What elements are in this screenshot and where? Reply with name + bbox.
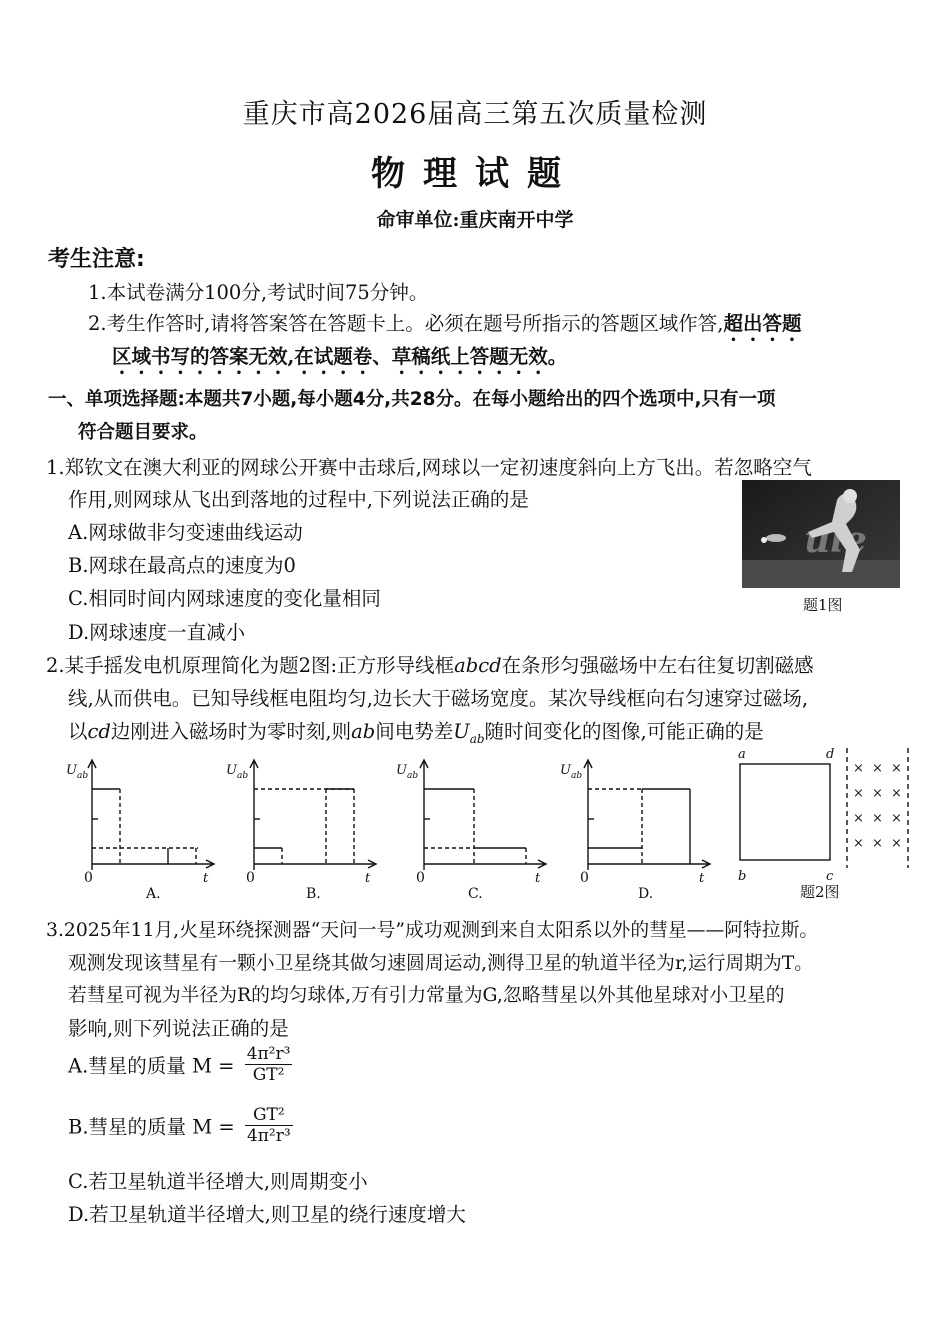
field-cross: × xyxy=(853,786,864,801)
q3-option-b-fraction xyxy=(245,1105,293,1146)
q3-option-a-label: A.彗星的质量 M = xyxy=(68,1054,235,1078)
field-cross: × xyxy=(872,786,883,801)
q1-stem-cont: 作用,则网球从飞出到落地的过程中,下列说法正确的是 xyxy=(68,488,529,511)
field-cross: × xyxy=(872,761,883,776)
q3-stem-cont-3: 影响,则下列说法正确的是 xyxy=(68,1017,289,1040)
q2-graph-b-xlabel: t xyxy=(365,871,371,886)
q2-text-a: 以 xyxy=(68,720,88,743)
q2-stem-text-2: 在条形匀强磁场中左右往复切割磁感 xyxy=(501,654,814,677)
q2-corner-c: c xyxy=(826,869,834,884)
q1-option-d: D.网球速度一直减小 xyxy=(68,621,246,644)
q2-stem-text-1: 2.某手摇发电机原理简化为题2图:正方形导线框 xyxy=(46,654,455,677)
q2-text-d: 随时间变化的图像,可能正确的是 xyxy=(484,720,764,743)
q3-option-b xyxy=(68,1105,293,1146)
q1-option-c: C.相同时间内网球速度的变化量相同 xyxy=(68,587,381,610)
q2-graph-a-ylabel: $U_{ab}$ xyxy=(66,763,89,781)
q2-graph-a-label: A. xyxy=(146,886,161,902)
q2-magnetic-field xyxy=(853,761,902,851)
subject-title: 物理试题 xyxy=(371,154,579,194)
q1-tennis-photo xyxy=(742,480,900,588)
q2-graph-d-xlabel: t xyxy=(699,871,705,886)
q3-option-d: D.若卫星轨道半径增大,则卫星的绕行速度增大 xyxy=(68,1203,466,1226)
q3-option-b-numerator: GT² xyxy=(245,1105,293,1126)
q3-option-a xyxy=(68,1044,292,1085)
exam-title: 重庆市高2026届高三第五次质量检测 xyxy=(242,99,708,130)
field-cross: × xyxy=(891,811,902,826)
q3-option-b-denominator: 4π²r³ xyxy=(246,1126,291,1146)
q1-stem: 1.郑钦文在澳大利亚的网球公开赛中击球后,网球以一定初速度斜向上方飞出。若忽略空气 xyxy=(46,456,812,479)
q2-graph-c-ylabel: $U_{ab}$ xyxy=(396,763,419,781)
q2-var-ab: ab xyxy=(351,720,376,743)
exam-unit: 命审单位:重庆南开中学 xyxy=(376,209,574,231)
q3-option-b-label: B.彗星的质量 M = xyxy=(68,1115,235,1139)
q1-figure-caption: 题1图 xyxy=(803,596,843,614)
q3-stem-cont-2: 若彗星可视为半径为R的均匀球体,万有引力常量为G,忽略彗星以外其他星球对小卫星的 xyxy=(68,985,785,1006)
field-cross: × xyxy=(853,811,864,826)
q2-graph-b xyxy=(250,760,376,870)
section-1-heading-cont: 符合题目要求。 xyxy=(78,422,208,443)
q2-corner-a: a xyxy=(738,747,746,762)
notice-item-2-emphasis: 超出答题 xyxy=(723,312,802,335)
q1-option-b: B.网球在最高点的速度为0 xyxy=(68,554,296,577)
field-cross: × xyxy=(891,786,902,801)
notice-heading: 考生注意: xyxy=(48,247,145,272)
q2-graph-b-origin: 0 xyxy=(246,870,255,886)
q2-graph-d xyxy=(584,760,710,870)
q2-graph-c-xlabel: t xyxy=(535,871,541,886)
section-1-heading: 一、单项选择题:本题共7小题,每小题4分,共28分。在每小题给出的四个选项中,只有一项 xyxy=(48,389,776,410)
q3-option-a-fraction xyxy=(245,1044,293,1085)
q2-figure xyxy=(50,742,920,912)
q3-option-c: C.若卫星轨道半径增大,则周期变小 xyxy=(68,1170,368,1193)
q2-text-c: 间电势差 xyxy=(375,720,454,743)
q2-stem xyxy=(46,650,814,678)
q2-graph-d-origin: 0 xyxy=(580,870,589,886)
q2-graph-b-ylabel: $U_{ab}$ xyxy=(226,763,249,781)
q3-option-a-numerator: 4π²r³ xyxy=(246,1044,291,1064)
field-cross: × xyxy=(872,836,883,851)
q1-option-a: A.网球做非匀变速曲线运动 xyxy=(68,521,303,544)
q2-text-b: 边刚进入磁场时为零时刻,则 xyxy=(110,720,352,743)
notice-item-2-cont xyxy=(112,341,567,379)
q2-graph-d-label: D. xyxy=(638,886,654,902)
q2-wire-frame xyxy=(740,764,830,860)
q2-var-cd: cd xyxy=(87,720,111,743)
q2-graph-b-label: B. xyxy=(306,886,321,902)
q3-stem: 3.2025年11月,火星环绕探测器“天问一号”成功观测到来自太阳系以外的彗星——阿特拉斯。 xyxy=(46,920,819,941)
field-cross: × xyxy=(872,811,883,826)
q2-stem-cont: 线,从而供电。已知导线框电阻均匀,边长大于磁场宽度。某次导线框向右匀速穿过磁场, xyxy=(68,687,809,710)
field-cross: × xyxy=(891,836,902,851)
notice-item-2-emphasis-cont: 区域书写的答案无效,在试题卷、草稿纸上答题无效。 xyxy=(112,345,568,368)
q2-graph-a xyxy=(88,760,214,870)
field-cross: × xyxy=(853,761,864,776)
q3-option-a-denominator: GT² xyxy=(252,1065,285,1085)
q2-var-u: U xyxy=(453,720,470,743)
field-cross: × xyxy=(891,761,902,776)
q2-graph-c-label: C. xyxy=(468,886,483,902)
field-cross: × xyxy=(853,836,864,851)
q3-stem-cont: 观测发现该彗星有一颗小卫星绕其做匀速圆周运动,测得卫星的轨道半径为r,运行周期为T。 xyxy=(68,953,814,974)
q2-var-abcd: abcd xyxy=(454,654,502,677)
q2-graph-a-xlabel: t xyxy=(203,871,209,886)
q2-var-u-sub: ab xyxy=(469,731,485,746)
q2-figure-caption: 题2图 xyxy=(800,883,840,901)
q2-graph-d-ylabel: $U_{ab}$ xyxy=(560,763,583,781)
svg-text:ule: ule xyxy=(804,519,867,561)
notice-item-2-text: 2.考生作答时,请将答案答在答题卡上。必须在题号所指示的答题区域作答, xyxy=(88,312,724,335)
q2-corner-d: d xyxy=(826,747,835,762)
q2-graph-a-origin: 0 xyxy=(84,870,93,886)
q2-graph-c-origin: 0 xyxy=(416,870,425,886)
notice-item-1: 1.本试卷满分100分,考试时间75分钟。 xyxy=(88,281,429,304)
q2-graph-c xyxy=(420,760,546,870)
q2-corner-b: b xyxy=(738,869,747,884)
